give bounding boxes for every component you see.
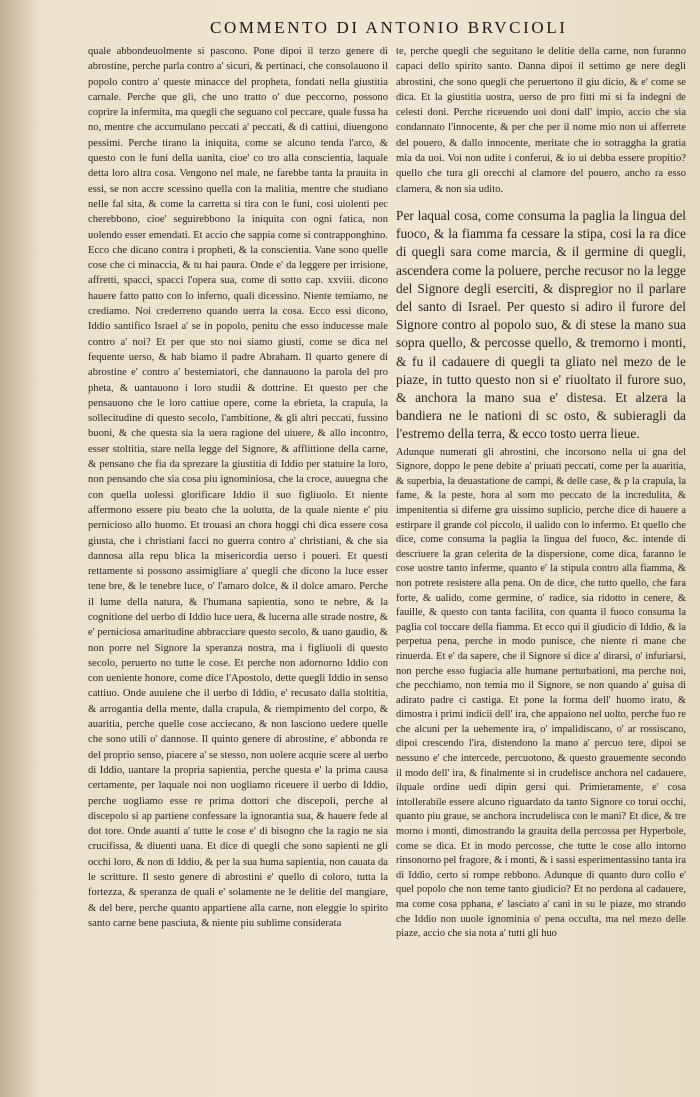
left-column [88, 44, 388, 1054]
right-column-commentary-bottom: Adunque numerati gli abrostini, che incorsono nella ui gna del Signore, doppo le pene debite a' priuati peccati, come per la auaritia, & superbia, la deuastatione de campi, & delle case, & p la crapula, la fame, & la peste, hora al som mo peccato de la incredulita, & impenitentia si diferne gra uissimo suplicio, perche dice di hauere a estirpare il grande col piccolo, il ualido con lo infermo. Et quello che dice, come consuma la paglia la lingua del fuoco, &c. intende di descriuere la gran celerita de la dispersione, come dica, faranno le cose uostre tanto inferme, quanto e' la stipula contro alla fiamma, & non potrete resistere alla pena. On de dice, che tutto quello, che fara forte, & ualido, come germine, o' radice, sia ridotto in cenere, & fauille, & questo con tanta facilita, con quanta il fuoco consuma la paglia col toccare della fiamma. Et ecco qui il giudicio di Iddio, & la perpetua pena, perche in modo punisce, che niente ri mane che rinuerda. Et e' da sapere, che il Signore si dice a' dirarsi, o' infuriarsi, non perche esso fugiacia alle humane perturbationi, ma perche noi, che pecchiamo, non temia mo il Signore, se non quando a' guisa di adirato padre ci castiga. Et pone la forma dell' huomo irato, & dimostra i primi indicii dell' ira, che appaiono nel uolto, perche fuo re che alcuni per la uehemente ira, o' impalidiscano, o' ar rossiscano, dipoi crescendo l'ira, distendono la mano a' percuo tere, dipoi se nessuno e' che intercede, percuotono, & questo grauemente secondo il modo dell' ira, & finalmente si in crudelisce anchora nel cadauere, ilquale ordine uedi dipin gersi qui. Primieramente, e' cosa intollerabile essere alcuno riguardato da tanto Signore co torui occhi, quanto piu graue, se anchora incrudelisca con le mani? Et dice, & tre morno i monti, dimostrando la grauita della percossa per Hyperbole, come se dica. Et in modo percosse, che tutte le cose allo intorno rinsonorno pel fragore, & i monti, & i sassi esperimentassino tanta ira di Iddio, certo si rompe rebbono. Adunque di quanto duro collo e' quel popolo che non teme tanto giudicio? Et no perdona al cadauere, ma come cosa pphana, e' lasciato a' canì in su le piaze, mo strando che Iddio non uuole ignominia o' pena occulta, ma nel mezo delle piaze, accio che sia nota a' tutti gli huo [396, 446, 686, 940]
left-column-text: quale abbondeuolmente si pascono. Pone dipoi il terzo genere di abrostine, perche parla contro a' sicuri, & pertinaci, che consolauono il popolo contro a' queste minacce del propheta, fondati nella giustitia carnale. Perche que gli, che uno tratto o' due peccorno, possono coprire la infermita, ma quegli che seguano col peccare, quale fussa ha no, mentre che accumulano peccati a' peccati, & di cattiui, diuengono pessimi. Perche tirano la iniquita, come se alcuno tenda l'arco, & questo con le funi della uanita, cioe' co tro alla conscientia, laquale detta loro altra cosa. Vengono nel male, ne farebbe tanta la prauita in essi, se non accre scessino quella con la malitia, mentre che studiano nelle fal sita, & come la carretta si tira con le funi, cosi uiolenti pec cherebbono, cioe' seguirebbono la iniquita con ogni fatica, non uolendo esser emendati. Et accio che sappia come si contrapponghino. Ecco che dicano contra i propheti, & la conscientia. Vane sono quelle cose che ci minaccia, & tu hai paura. Onde e' da leggere per irrisione, affretti, spacci, spacci l'opera sua, come di sotto cap. xxviii. dicono hauere fatto patto con lo inferno, quali dicessino. Niente temiamo, ne crediamo. Noi crederreno quando uerra la cosa. Ecco essi dicono, Iddio santifico Israel a' se in popolo, penitu che esso inducesse male contro a' noi? Et per que sto noi siamo giusti, come se dica nel fequente uerso, & hab biamo il padre Abraham. Il quarto genere di abrostine e' contro a' bestemiatori, che dannauono la parola del pro pheta, & uantauono i loro studii & dottrine. Et questo per che pensauono che le loro cattiue opere, come la ebrieta, la crapula, la sollecitudine di questo secolo, l'ambitione, & gli altri peccati, fussino buoni, & che questa sia la uera ragione del uiuere, & allo incontro, esser stoltitia, stare nella legge del Signore, & afflittione della carne, & pensano che fia da sprezare la giustitia di Iddio per statuire la loro, non pensando che sia cosa piu ignominiosa, che la croce, auuegna che con quella uolessi glorificare Iddio il suo figliuolo. Et niente affermono essere piu beato che la uolutta, de la quale niente e' piu pernicioso allo huomo. Et trouasi an chora hoggi chi dica essere cosa giusta, che i christiani facci no guerra contro a' christiani, & che sia dannosa alla repu blica la misericordia uerso i poueri. Et questi rettamente si possono assimigliare a' quegli che dicono la luce esser tene bre, & le tenebre luce, o' l'amaro dolce, & il dolce amaro. Perche il lume della natura, & l'humana sapientia, sono te nebre, & la cognitione del uerbo di Iddio luce uera, & lucerna alle strade nostre, & e' perniciosa amaritudine abbracciare questo secolo, & uano gaudio, & non porre nel Signore la speranza nostra, ma i figliuoli di questo secolo, peruerto no tutte le cose. Et perche non adornorno Iddio con con ueniente honore, come dice l'Apostolo, dette quegli Iddio in senso cattiuo. Onde auuiene che il uerbo di Iddio, e' recusato dalla stoltitia, & arrogantia della mente, dalla crapula, & riempimento del corpo, & auaritia, perche quelle cose acciecano, & non lasciono uedere quelle che sono utili o' dannose. Il quinto genere di abrostine, e' abbonda re del proprio senso, piacere a' se stesso, non uolere acquie scere al uerbo di Iddio, uantare la propria sapientia, perche questa e' la prima causa certamente, per laquale noi non uogliamo riceuere il uerbo di Iddio, perche uogliamo esse re prima dottori che discepoli, perche al discepolo si ap partiene confessare la ignorantia sua, & hauere fede al dot tore. Onde auanti a' tutte le cose e' di bisogno che la ragio ne sia crucifissa, & diuenti uana. Et dice di quegli che sono sapienti ne gli occhi loro, & non di Iddio, & per la sua huma sapientia, non cauata da le scritture. Il sesto genere di abrostini e' quello di coloro, tutta la fortezza, & speranza de quali e' solamente ne le delitie del mangiare, & del bere, perche quanto appartiene alla carne, non eleggie lo spirito santo carne bene pasciuta, & niente piu sublime considerata [88, 46, 388, 929]
running-head: COMMENTO DI ANTONIO BRVCIOLI [210, 18, 568, 37]
right-column [396, 44, 686, 1074]
scripture-passage: Per laqual cosa, come consuma la paglia la lingua del fuoco, & la fiamma fa cessare la stipa, cosi la ra dice di quegli sara come marcia, & il germine di quegli, ascendera come la poluere, perche recusor no la legge del Signore degli eserciti, & dispregior no il parlare del santo di Israel. Per questo si adiro il furore del Signore contro al popolo suo, & di stese la mano sua sopra quello, & percosse quello, & tremorno i monti, & fu il cadauere di quegli ta gliato nel mezo de le piaze, in tutto questo non si e' riuoltato il furore suo, & anchora la mano sua e' distesa. Et alzera la bandiera ne le nationi di sc osto, & subieragli da l'estremo della terra, & ecco tosto uerra lieue. [396, 207, 686, 442]
page-gutter-shadow [0, 0, 40, 1097]
right-column-commentary-top: te, perche quegli che seguitano le delitie della carne, non furanno capaci dello spirito santo. Danna dipoi il settimo ge nere degli abrostini, che sono quegli che peruertono il giu dicio, & e' come se dica. Et la giustitia uostra, uerso de pro fitti mi si fa indegni de celesti doni. Perche riceuendo uoi doni dall' impio, accio che sia condannato l'innocente, & per che per il nome mio non ui afferrete del pouero, & dallo innocente, meritate che io sotraggha la gratia mia da uoi. Voi non udite i conferui, & io ui debba essere propitio? quello che tura gli orecchi al clamore del pouero, ancho ra esso clamera, & non sia udito. [396, 46, 686, 195]
